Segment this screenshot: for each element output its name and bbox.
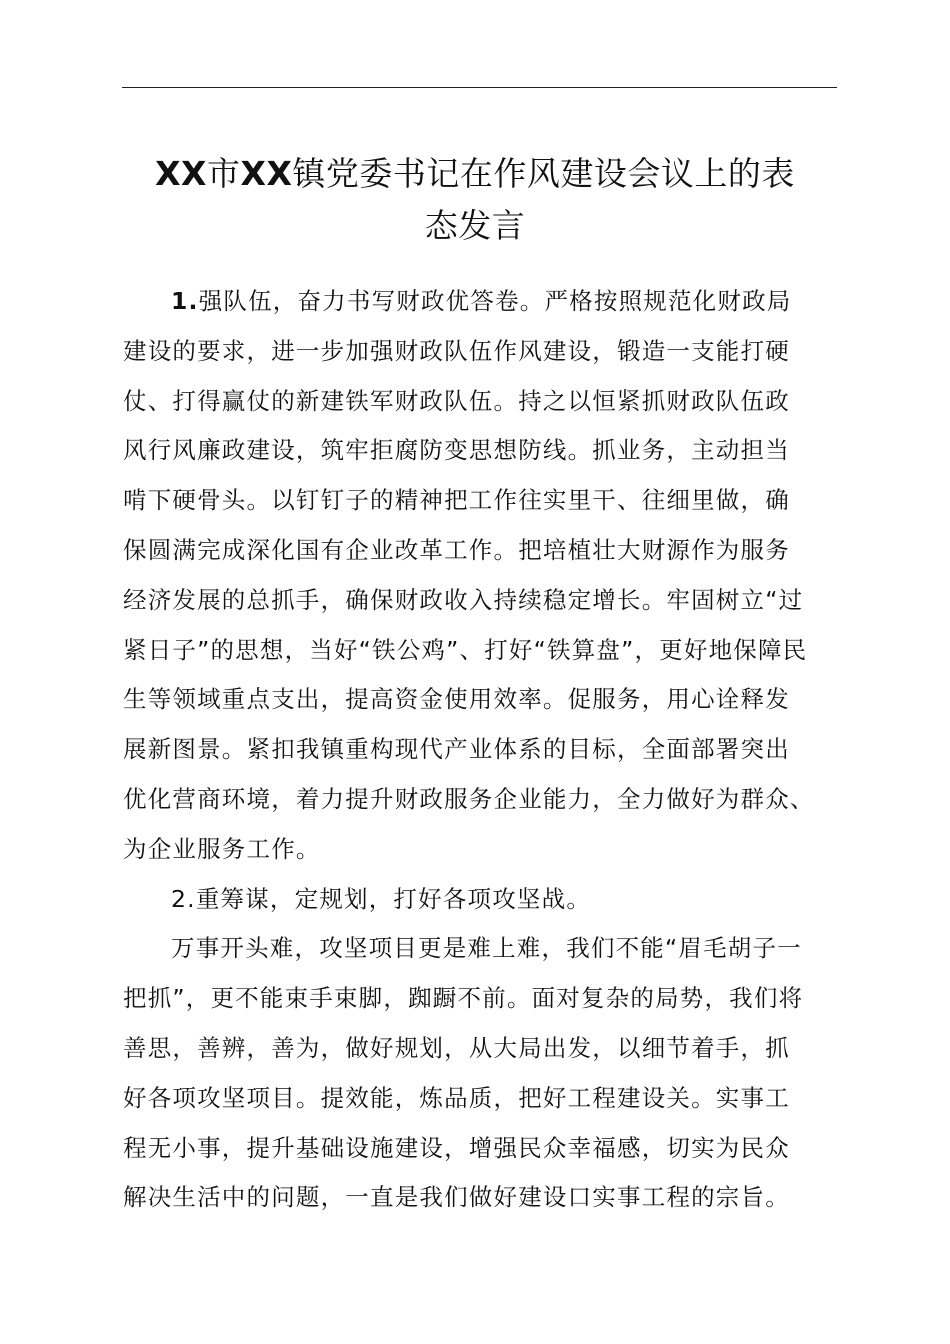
paragraph-3-line: 好各项攻坚项目。提效能，炼品质，把好工程建设关。实事工	[123, 1083, 790, 1112]
title-placeholder-town: XX	[240, 154, 293, 193]
paragraph-3-line: 解决生活中的问题，一直是我们做好建设口实事工程的宗旨。	[123, 1183, 790, 1212]
paragraph-1-line-1-text: 强队伍，奋力书写财政优答卷。严格按照规范化财政局	[198, 287, 792, 315]
paragraph-1-line: 仗、打得赢仗的新建铁军财政队伍。持之以恒紧抓财政队伍政	[123, 386, 790, 415]
paragraph-3-line: 把抓”，更不能束手束脚，踟蹰不前。面对复杂的局势，我们将	[123, 984, 804, 1013]
paragraph-1-line-1	[123, 277, 843, 327]
header-rule	[122, 87, 837, 88]
paragraph-2-heading: 2.重筹谋，定规划，打好各项攻坚战。	[171, 884, 592, 913]
paragraph-1-line: 优化营商环境，着力提升财政服务企业能力，全力做好为群众、	[123, 784, 815, 813]
paragraph-1-line: 为企业服务工作。	[123, 834, 321, 863]
page-title	[100, 148, 850, 252]
title-line-1	[100, 148, 850, 200]
title-line-1-rest: 镇党委书记在作风建设会议上的表	[292, 154, 795, 193]
title-city-suffix: 市	[207, 154, 241, 193]
paragraph-3-line: 善思，善辨，善为，做好规划，从大局出发，以细节着手，抓	[123, 1033, 790, 1062]
paragraph-1-line: 保圆满完成深化国有企业改革工作。把培植壮大财源作为服务	[123, 535, 790, 564]
document-body	[123, 277, 843, 1223]
paragraph-1-line: 经济发展的总抓手，确保财政收入持续稳定增长。牢固树立“过	[123, 585, 804, 614]
paragraph-1-line: 紧日子”的思想，当好“铁公鸡”、打好“铁算盘”，更好地保障民	[123, 635, 808, 664]
paragraph-1-line: 展新图景。紧扣我镇重构现代产业体系的目标，全面部署突出	[123, 735, 790, 764]
paragraph-3-line: 万事开头难，攻坚项目更是难上难，我们不能“眉毛胡子一	[171, 934, 802, 963]
title-line-2: 态发言	[424, 206, 526, 245]
paragraph-1-line: 建设的要求，进一步加强财政队伍作风建设，锻造一支能打硬	[123, 336, 790, 365]
paragraph-1-line: 风行风廉政建设，筑牢拒腐防变思想防线。抓业务，主动担当	[123, 436, 790, 465]
paragraph-1-number: 1.	[171, 287, 199, 315]
paragraph-1-line: 生等领域重点支出，提高资金使用效率。促服务，用心诠释发	[123, 685, 790, 714]
title-placeholder-city: XX	[155, 154, 207, 193]
paragraph-1-line: 啃下硬骨头。以钉钉子的精神把工作往实里干、往细里做，确	[123, 486, 790, 515]
paragraph-3-line: 程无小事，提升基础设施建设，增强民众幸福感，切实为民众	[123, 1133, 790, 1162]
